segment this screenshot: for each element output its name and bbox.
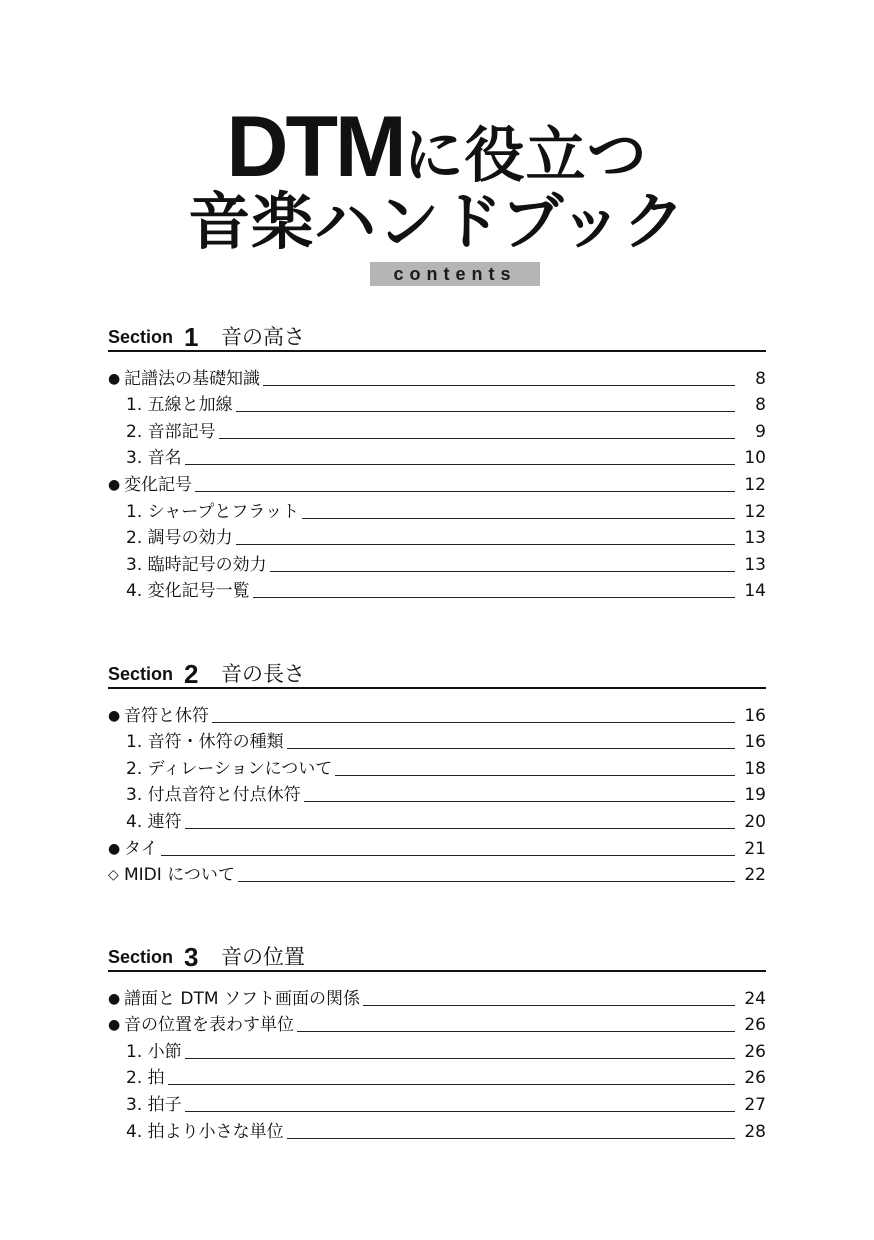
toc-entry-label: 2. 音部記号 (126, 421, 216, 442)
title-latin: DTM (226, 99, 404, 195)
dot-leader (287, 748, 735, 749)
toc-entry-label: 譜面と DTM ソフト画面の関係 (124, 988, 360, 1009)
dot-leader (363, 1005, 735, 1006)
toc-entry-label: 音の位置を表わす単位 (124, 1015, 294, 1036)
toc-page-number: 8 (755, 395, 766, 416)
section-word: Section (108, 664, 174, 684)
toc-entry-label: 3. 拍子 (126, 1094, 182, 1115)
section-number: 1 (184, 322, 199, 352)
dot-leader (212, 722, 735, 723)
toc-entry[interactable] (108, 1009, 766, 1036)
dot-leader (302, 518, 735, 519)
toc-page-number: 16 (744, 732, 766, 753)
toc-entry-label: 1. 音符・休符の種類 (126, 732, 284, 753)
toc-entry[interactable] (108, 442, 766, 469)
toc-page-number: 27 (744, 1094, 766, 1115)
toc-entry-label: 記譜法の基礎知識 (124, 368, 260, 389)
toc-list (108, 699, 766, 885)
toc-entry[interactable] (108, 522, 766, 549)
diamond-icon: ◇ (108, 867, 119, 884)
toc-entry-label: 1. シャープとフラット (126, 501, 300, 522)
dot-leader (297, 1031, 735, 1032)
toc-page-number: 13 (744, 554, 766, 575)
toc-entry[interactable] (108, 859, 766, 886)
dot-leader (263, 385, 735, 386)
toc-page-number: 28 (744, 1121, 766, 1142)
toc-page-number: 18 (744, 758, 766, 779)
dot-leader (253, 597, 735, 598)
toc-entry-label: 2. 調号の効力 (126, 528, 233, 549)
toc-page-number: 26 (744, 1041, 766, 1062)
dot-leader (238, 881, 735, 882)
section-heading (108, 322, 766, 352)
dot-leader (185, 1111, 735, 1112)
contents-label: contents (370, 262, 540, 286)
section-word: Section (108, 947, 174, 967)
toc-list (108, 982, 766, 1142)
bullet-icon: ● (108, 476, 121, 493)
section-heading (108, 942, 766, 972)
toc-entry[interactable] (108, 699, 766, 726)
bullet-icon: ● (108, 370, 121, 387)
toc-entry-label: 2. 拍 (126, 1068, 165, 1089)
dot-leader (287, 1138, 735, 1139)
section-title: 音の長さ (221, 662, 305, 686)
toc-entry[interactable] (108, 1088, 766, 1115)
dot-leader (168, 1084, 735, 1085)
toc-entry-label: 1. 小節 (126, 1041, 182, 1062)
toc-page-number: 12 (744, 474, 766, 495)
section-word: Section (108, 327, 174, 347)
toc-list (108, 362, 766, 601)
book-title-line-1 (0, 99, 874, 195)
dot-leader (270, 571, 735, 572)
toc-page-number: 26 (744, 1068, 766, 1089)
toc-page-number: 14 (744, 581, 766, 602)
dot-leader (195, 491, 735, 492)
toc-entry-label: 4. 変化記号一覧 (126, 581, 250, 602)
toc-entry-label: 3. 臨時記号の効力 (126, 554, 267, 575)
dot-leader (219, 438, 735, 439)
dot-leader (236, 411, 735, 412)
section-title: 音の位置 (221, 945, 305, 969)
toc-entry-label: 3. 付点音符と付点休符 (126, 785, 301, 806)
toc-entry[interactable] (108, 805, 766, 832)
toc-page-number: 13 (744, 528, 766, 549)
section-1 (108, 322, 766, 602)
toc-entry[interactable] (108, 362, 766, 389)
toc-entry[interactable] (108, 389, 766, 416)
bullet-icon: ● (108, 1017, 121, 1034)
toc-entry-label: 3. 音名 (126, 448, 182, 469)
toc-entry[interactable] (108, 575, 766, 602)
toc-page-number: 19 (744, 785, 766, 806)
title-japanese: に役立つ (403, 121, 648, 191)
toc-entry[interactable] (108, 779, 766, 806)
section-2 (108, 659, 766, 886)
toc-page-number: 9 (755, 421, 766, 442)
toc-page-number: 8 (755, 368, 766, 389)
toc-entry-label: タイ (124, 838, 158, 859)
bullet-icon: ● (108, 990, 121, 1007)
dot-leader (236, 544, 735, 545)
bullet-icon: ● (108, 707, 121, 724)
toc-entry[interactable] (108, 832, 766, 859)
toc-entry-label: 音符と休符 (124, 705, 209, 726)
toc-entry[interactable] (108, 468, 766, 495)
toc-entry[interactable] (108, 1062, 766, 1089)
dot-leader (185, 464, 735, 465)
toc-page-number: 12 (744, 501, 766, 522)
section-3 (108, 942, 766, 1142)
section-number: 2 (184, 659, 199, 689)
toc-page-number: 24 (744, 988, 766, 1009)
toc-page-number: 16 (744, 705, 766, 726)
dot-leader (161, 855, 735, 856)
toc-entry[interactable] (108, 548, 766, 575)
toc-entry[interactable] (108, 415, 766, 442)
dot-leader (185, 1058, 735, 1059)
bullet-icon: ● (108, 840, 121, 857)
toc-entry-label: 4. 連符 (126, 811, 182, 832)
toc-entry-label: 変化記号 (124, 474, 192, 495)
section-heading (108, 659, 766, 689)
dot-leader (304, 801, 735, 802)
toc-entry-label: MIDI について (124, 865, 235, 886)
section-title: 音の高さ (221, 325, 305, 349)
toc-entry[interactable] (108, 495, 766, 522)
toc-entry[interactable] (108, 1115, 766, 1142)
dot-leader (335, 775, 735, 776)
toc-page-number: 26 (744, 1015, 766, 1036)
toc-entry[interactable] (108, 752, 766, 779)
toc-entry[interactable] (108, 726, 766, 753)
toc-entry[interactable] (108, 1035, 766, 1062)
toc-page-number: 21 (744, 838, 766, 859)
toc-entry-label: 1. 五線と加線 (126, 395, 233, 416)
toc-entry-label: 2. ディレーションについて (126, 758, 333, 779)
section-number: 3 (184, 942, 199, 972)
toc-entry-label: 4. 拍より小さな単位 (126, 1121, 284, 1142)
toc-page-number: 10 (744, 448, 766, 469)
dot-leader (185, 828, 735, 829)
toc-page-number: 22 (744, 865, 766, 886)
toc-entry[interactable] (108, 982, 766, 1009)
toc-page-number: 20 (744, 811, 766, 832)
book-title-line-2: 音楽ハンドブック (188, 185, 686, 258)
